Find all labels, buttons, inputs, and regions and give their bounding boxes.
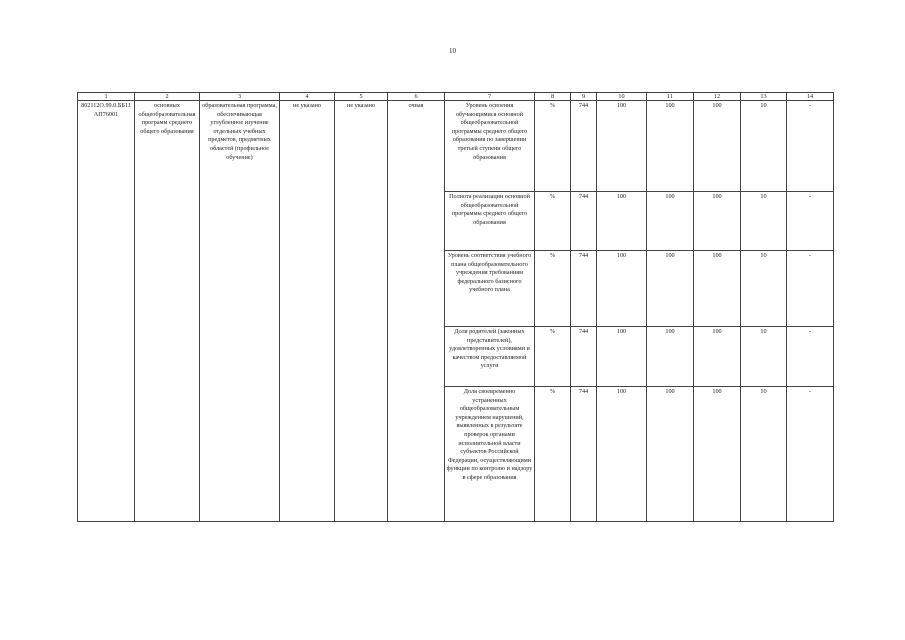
col-number: 1	[78, 93, 135, 101]
indicator-unit: %	[535, 192, 571, 251]
col-number: 8	[535, 93, 571, 101]
indicator-value-1: 100	[597, 101, 647, 192]
indicator-value-1: 100	[597, 387, 647, 522]
indicator-name: Полнота реализации основной общеобразовательной программы среднего общего образования	[445, 192, 535, 251]
indicator-okei: 744	[571, 387, 597, 522]
indicator-deviation: 10	[741, 101, 787, 192]
content-indicator-3: не указано	[280, 101, 335, 522]
indicator-name: Уровень освоения обучающимися основной общеобразовательной программы среднего общего образования по завершении третьей ступени общего образования	[445, 101, 535, 192]
indicator-name: Доля своевременно устраненных общеобразовательным учреждением нарушений, выявленных в результате проверок органами исполнительной власти субъектов Российской Федерации, осуществляющими функции по контролю и надзору в сфере образования	[445, 387, 535, 522]
indicator-value-2: 100	[647, 192, 694, 251]
indicator-deviation-abs: -	[787, 251, 834, 327]
indicator-unit: %	[535, 327, 571, 387]
indicator-unit: %	[535, 251, 571, 327]
col-number: 5	[335, 93, 388, 101]
indicator-deviation-abs: -	[787, 327, 834, 387]
indicator-value-1: 100	[597, 192, 647, 251]
indicator-value-2: 100	[647, 101, 694, 192]
condition-indicator-2: очная	[388, 101, 445, 522]
col-number: 9	[571, 93, 597, 101]
page-number: 10	[449, 47, 456, 55]
col-number: 6	[388, 93, 445, 101]
indicator-value-3: 100	[694, 327, 741, 387]
indicator-deviation: 10	[741, 192, 787, 251]
indicator-okei: 744	[571, 192, 597, 251]
indicator-deviation-abs: -	[787, 101, 834, 192]
indicator-deviation-abs: -	[787, 387, 834, 522]
col-number: 11	[647, 93, 694, 101]
indicator-okei: 744	[571, 101, 597, 192]
indicator-value-1: 100	[597, 251, 647, 327]
col-number: 4	[280, 93, 335, 101]
col-number: 13	[741, 93, 787, 101]
indicator-unit: %	[535, 101, 571, 192]
content-indicator-2: образовательная программа, обеспечивающая углубленное изучение отдельных учебных предметов, предметных областей (профильное обучение)	[200, 101, 280, 522]
indicator-name: Доля родителей (законных представителей), удовлетворенных условиями и качеством предоставляемой услуги	[445, 327, 535, 387]
indicator-deviation: 10	[741, 387, 787, 522]
col-number: 7	[445, 93, 535, 101]
indicator-okei: 744	[571, 251, 597, 327]
indicator-name: Уровень соответствия учебного плана общеобразовательного учреждения требованиям федерального базисного учебного плана	[445, 251, 535, 327]
indicator-value-3: 100	[694, 387, 741, 522]
indicator-value-2: 100	[647, 387, 694, 522]
col-number: 10	[597, 93, 647, 101]
content-indicator-1: основных общеобразовательная программ среднего общего образования	[135, 101, 200, 522]
column-number-row	[78, 93, 834, 101]
col-number: 12	[694, 93, 741, 101]
condition-indicator-1: не указано	[335, 101, 388, 522]
registry-number: 802112О.99.0.ББ11АП76001	[78, 101, 135, 522]
indicator-value-3: 100	[694, 101, 741, 192]
indicator-okei: 744	[571, 327, 597, 387]
table-row	[78, 101, 834, 192]
indicator-value-2: 100	[647, 327, 694, 387]
col-number: 3	[200, 93, 280, 101]
indicator-value-2: 100	[647, 251, 694, 327]
indicator-deviation: 10	[741, 251, 787, 327]
quality-indicators-table	[77, 92, 834, 522]
indicator-deviation-abs: -	[787, 192, 834, 251]
indicator-deviation: 10	[741, 327, 787, 387]
indicator-value-3: 100	[694, 192, 741, 251]
indicator-unit: %	[535, 387, 571, 522]
indicator-value-1: 100	[597, 327, 647, 387]
indicator-value-3: 100	[694, 251, 741, 327]
col-number: 2	[135, 93, 200, 101]
col-number: 14	[787, 93, 834, 101]
